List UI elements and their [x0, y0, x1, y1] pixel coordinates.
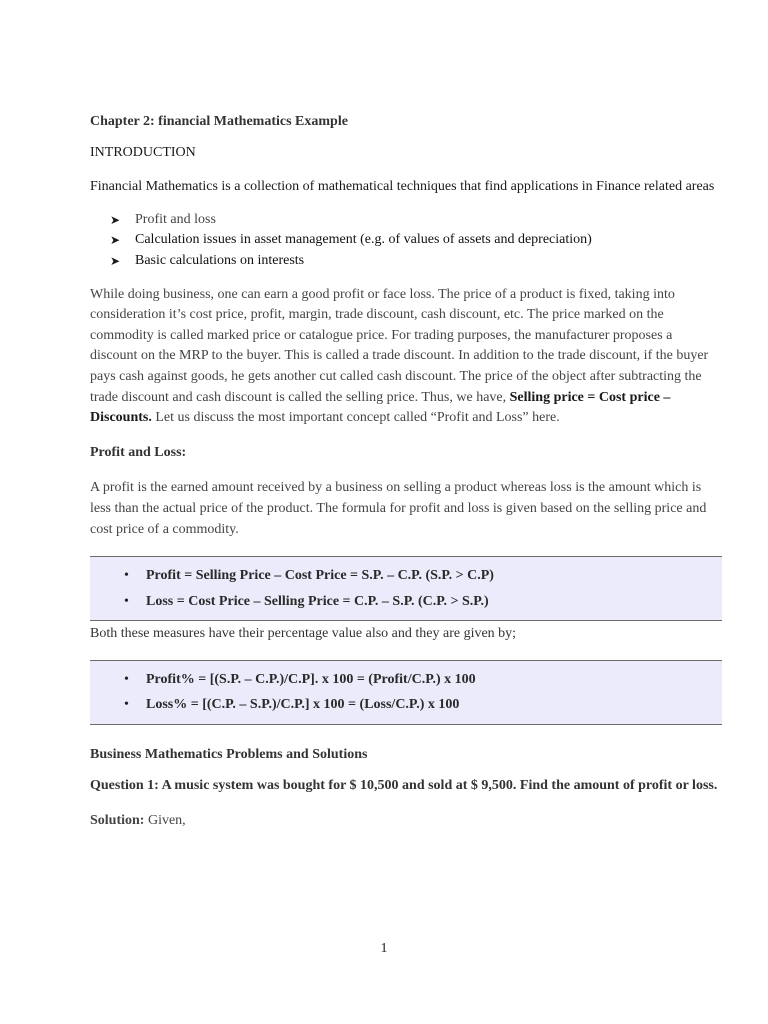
- topic-label: Basic calculations on interests: [135, 252, 305, 268]
- formula-box-percentages: [90, 660, 722, 725]
- arrowhead-bullet-icon: ➤: [110, 253, 121, 268]
- list-item: [90, 210, 722, 231]
- section-heading-problems: Business Mathematics Problems and Solutions: [90, 746, 368, 762]
- round-bullet-icon: •: [124, 697, 129, 713]
- chapter-title: Chapter 2: financial Mathematics Example: [90, 114, 348, 129]
- topic-label: Profit and loss: [135, 211, 216, 227]
- question-1: Question 1: A music system was bought for $ 10,500 and sold at $ 9,500. Find the amount of profit or loss.: [90, 778, 718, 794]
- section-heading-profit-loss: Profit and Loss:: [90, 444, 187, 460]
- round-bullet-icon: •: [124, 671, 129, 687]
- intro-paragraph: Financial Mathematics is a collection of mathematical techniques that find applications in Finance related areas: [90, 179, 715, 195]
- formula-item: [90, 563, 722, 589]
- formula-list: [90, 563, 722, 614]
- selling-price-formula: Selling price = Cost price – Discounts.: [90, 389, 671, 426]
- profit-loss-paragraph: A profit is the earned amount received by a business on selling a product whereas loss is the amount which is less than the actual price of the product. The formula for profit and loss is given based on the selling price and cost price of a commodity.: [90, 480, 707, 537]
- list-item: [90, 251, 722, 272]
- solution-text: Given,: [144, 812, 186, 828]
- formula-item: [90, 589, 722, 615]
- solution-line: [90, 811, 722, 832]
- formula-list: [90, 667, 722, 718]
- topic-label: Calculation issues in asset management (e.g. of values of assets and depreciation): [135, 232, 592, 248]
- list-item: [90, 230, 722, 251]
- formula-text: Loss = Cost Price – Selling Price = C.P. – S.P. (C.P. > S.P.): [146, 593, 489, 609]
- formula-item: [90, 667, 722, 693]
- intro-heading: INTRODUCTION: [90, 144, 196, 160]
- business-text-start: While doing business, one can earn a good profit or face loss. The price of a product is fixed, taking into consideration it’s cost price, profit, margin, trade discount, cash discount, etc. The price marked on the commodity is called marked price or catalogue price. For trading purposes, the manufacturer proposes a discount on the MRP to the buyer. This is called a trade discount. In addition to the trade discount, if the buyer pays cash against goods, he gets another cut called cash discount. The price of the object after subtracting the trade discount and cash discount is called the selling price. Thus, we have,: [90, 286, 709, 405]
- arrowhead-bullet-icon: ➤: [110, 233, 121, 248]
- formula-box-profit-loss: [90, 556, 722, 621]
- round-bullet-icon: •: [124, 593, 129, 609]
- page-number: 1: [380, 941, 388, 956]
- formula-item: [90, 692, 722, 718]
- solution-label: Solution:: [90, 812, 145, 828]
- formula-text: Profit% = [(S.P. – C.P.)/C.P]. x 100 = (Profit/C.P.) x 100: [146, 671, 476, 687]
- formula-text: Profit = Selling Price – Cost Price = S.P. – C.P. (S.P. > C.P): [146, 568, 494, 584]
- business-paragraph: [90, 285, 722, 429]
- arrowhead-bullet-icon: ➤: [110, 212, 121, 227]
- formula-text: Loss% = [(C.P. – S.P.)/C.P.] x 100 = (Loss/C.P.) x 100: [146, 697, 460, 713]
- page-content: [90, 112, 722, 831]
- round-bullet-icon: •: [124, 568, 129, 584]
- business-text-end: Let us discuss the most important concept called “Profit and Loss” here.: [151, 410, 560, 426]
- percentage-sentence: Both these measures have their percentage value also and they are given by;: [90, 626, 517, 642]
- topic-list: [90, 210, 722, 272]
